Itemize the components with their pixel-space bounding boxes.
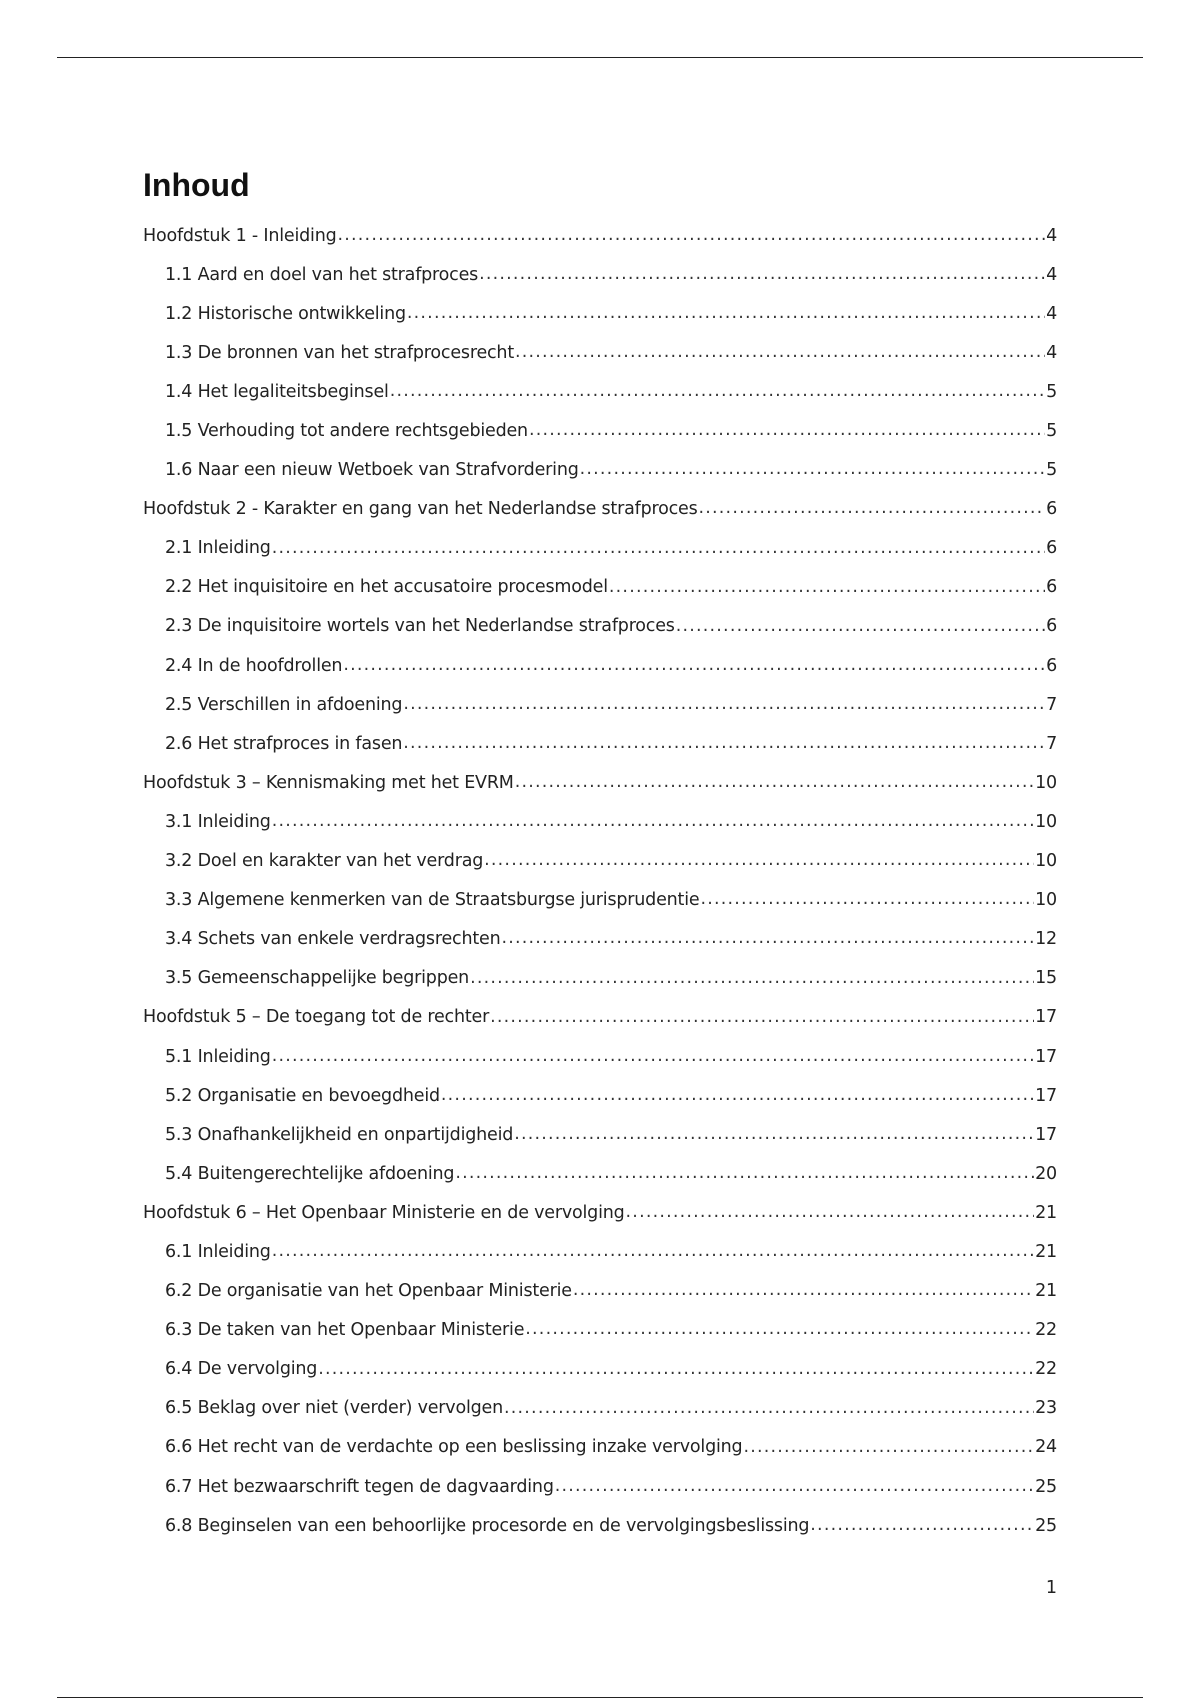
toc-entry-chapter[interactable] (143, 490, 1057, 529)
toc-entry-page-number: 6 (1046, 577, 1057, 598)
toc-dot-leader (479, 266, 1045, 284)
toc-entry-page-number: 6 (1046, 655, 1057, 676)
toc-entry-page-number: 17 (1035, 1007, 1057, 1028)
footer-rule (57, 1697, 1143, 1698)
toc-entry-section[interactable] (143, 1506, 1057, 1545)
toc-entry-section[interactable] (143, 881, 1057, 920)
toc-entry-page-number: 12 (1035, 929, 1057, 950)
toc-entry-section[interactable] (143, 685, 1057, 724)
toc-entry-label: 1.5 Verhouding tot andere rechtsgebieden (165, 421, 528, 442)
toc-dot-leader (504, 1400, 1034, 1418)
toc-entry-page-number: 6 (1046, 499, 1057, 520)
toc-entry-page-number: 5 (1046, 421, 1057, 442)
toc-entry-label: 2.6 Het strafproces in fasen (165, 733, 403, 754)
toc-entry-page-number: 20 (1035, 1163, 1057, 1184)
toc-entry-label: 3.4 Schets van enkele verdragsrechten (165, 929, 501, 950)
toc-entry-page-number: 21 (1035, 1202, 1057, 1223)
toc-dot-leader (515, 344, 1045, 362)
toc-entry-page-number: 5 (1046, 381, 1057, 402)
toc-entry-section[interactable] (143, 1272, 1057, 1311)
toc-entry-label: 6.2 De organisatie van het Openbaar Ministerie (165, 1281, 572, 1302)
toc-entry-label: 1.3 De bronnen van het strafprocesrecht (165, 342, 514, 363)
toc-dot-leader (272, 540, 1045, 558)
toc-entry-label: 6.4 De vervolging (165, 1359, 318, 1380)
toc-entry-section[interactable] (143, 1311, 1057, 1350)
toc-entry-page-number: 10 (1035, 890, 1057, 911)
toc-dot-leader (343, 657, 1045, 675)
toc-entry-label: 5.3 Onafhankelijkheid en onpartijdigheid (165, 1124, 514, 1145)
toc-entry-label: Hoofdstuk 6 – Het Openbaar Ministerie en de vervolging (143, 1202, 625, 1223)
toc-entry-page-number: 25 (1035, 1476, 1057, 1497)
toc-entry-label: 2.4 In de hoofdrollen (165, 655, 343, 676)
header-rule (57, 57, 1143, 58)
toc-entry-label: 2.2 Het inquisitoire en het accusatoire procesmodel (165, 577, 608, 598)
toc-entry-page-number: 10 (1035, 851, 1057, 872)
toc-dot-leader (514, 1126, 1034, 1144)
toc-entry-label: 6.7 Het bezwaarschrift tegen de dagvaarding (165, 1476, 554, 1497)
toc-entry-chapter[interactable] (143, 998, 1057, 1037)
toc-entry-section[interactable] (143, 372, 1057, 411)
toc-entry-section[interactable] (143, 1037, 1057, 1076)
toc-entry-label: Hoofdstuk 3 – Kennismaking met het EVRM (143, 772, 514, 793)
toc-entry-label: 1.6 Naar een nieuw Wetboek van Strafvordering (165, 460, 579, 481)
toc-dot-leader (501, 930, 1034, 948)
toc-entry-section[interactable] (143, 1232, 1057, 1271)
toc-dot-leader (403, 696, 1045, 714)
toc-entry-page-number: 7 (1046, 733, 1057, 754)
toc-entry-chapter[interactable] (143, 763, 1057, 802)
toc-entry-section[interactable] (143, 607, 1057, 646)
toc-dot-leader (700, 891, 1034, 909)
toc-entry-page-number: 6 (1046, 538, 1057, 559)
toc-dot-leader (573, 1282, 1034, 1300)
toc-entry-section[interactable] (143, 842, 1057, 881)
toc-entry-page-number: 25 (1035, 1515, 1057, 1536)
toc-dot-leader (626, 1204, 1035, 1222)
toc-dot-leader (484, 852, 1034, 870)
toc-entry-label: 6.1 Inleiding (165, 1241, 271, 1262)
toc-entry-page-number: 17 (1035, 1085, 1057, 1106)
toc-dot-leader (470, 970, 1034, 988)
toc-dot-leader (743, 1439, 1034, 1457)
toc-entry-label: 2.5 Verschillen in afdoening (165, 694, 403, 715)
toc-entry-section[interactable] (143, 1389, 1057, 1428)
toc-dot-leader (555, 1478, 1034, 1496)
toc-entry-label: 1.4 Het legaliteitsbeginsel (165, 381, 389, 402)
toc-dot-leader (272, 1048, 1034, 1066)
toc-entry-section[interactable] (143, 411, 1057, 450)
toc-entry-page-number: 4 (1046, 264, 1057, 285)
toc-entry-page-number: 22 (1035, 1320, 1057, 1341)
toc-dot-leader (318, 1361, 1034, 1379)
toc-dot-leader (580, 461, 1045, 479)
toc-entry-page-number: 5 (1046, 460, 1057, 481)
toc-entry-page-number: 24 (1035, 1437, 1057, 1458)
toc-dot-leader (338, 227, 1046, 245)
toc-entry-section[interactable] (143, 724, 1057, 763)
toc-entry-page-number: 22 (1035, 1359, 1057, 1380)
toc-entry-label: 6.8 Beginselen van een behoorlijke procesorde en de vervolgingsbeslissing (165, 1515, 810, 1536)
toc-entry-page-number: 10 (1035, 811, 1057, 832)
toc-entry-label: 6.5 Beklag over niet (verder) vervolgen (165, 1398, 503, 1419)
toc-entry-section[interactable] (143, 255, 1057, 294)
toc-entry-section[interactable] (143, 959, 1057, 998)
toc-entry-label: 6.6 Het recht van de verdachte op een beslissing inzake vervolging (165, 1437, 743, 1458)
toc-entry-section[interactable] (143, 802, 1057, 841)
toc-entry-section[interactable] (143, 1076, 1057, 1115)
toc-entry-section[interactable] (143, 568, 1057, 607)
toc-dot-leader (272, 1243, 1034, 1261)
toc-entry-section[interactable] (143, 294, 1057, 333)
toc-dot-leader (515, 774, 1034, 792)
toc-entry-label: 2.3 De inquisitoire wortels van het Nederlandse strafproces (165, 616, 675, 637)
toc-dot-leader (272, 813, 1034, 831)
toc-entry-page-number: 15 (1035, 968, 1057, 989)
toc-entry-section[interactable] (143, 333, 1057, 372)
toc-dot-leader (529, 422, 1045, 440)
toc-entry-section[interactable] (143, 920, 1057, 959)
toc-entry-section[interactable] (143, 1115, 1057, 1154)
table-of-contents (143, 216, 1057, 1545)
toc-dot-leader (455, 1165, 1034, 1183)
toc-entry-section[interactable] (143, 451, 1057, 490)
toc-entry-label: 1.2 Historische ontwikkeling (165, 303, 406, 324)
toc-entry-section[interactable] (143, 1428, 1057, 1467)
page-number: 1 (1045, 1578, 1057, 1598)
toc-dot-leader (390, 383, 1045, 401)
toc-entry-page-number: 17 (1035, 1046, 1057, 1067)
toc-title: Inhoud (143, 167, 250, 203)
toc-entry-label: 6.3 De taken van het Openbaar Ministerie (165, 1320, 525, 1341)
toc-entry-chapter[interactable] (143, 216, 1057, 255)
toc-entry-label: 3.2 Doel en karakter van het verdrag (165, 851, 484, 872)
toc-entry-page-number: 23 (1035, 1398, 1057, 1419)
toc-entry-page-number: 21 (1035, 1241, 1057, 1262)
toc-dot-leader (699, 500, 1046, 518)
toc-dot-leader (403, 735, 1045, 753)
toc-entry-label: 5.4 Buitengerechtelijke afdoening (165, 1163, 455, 1184)
toc-dot-leader (490, 1009, 1034, 1027)
toc-entry-page-number: 4 (1046, 342, 1057, 363)
toc-entry-page-number: 4 (1046, 303, 1057, 324)
toc-entry-section[interactable] (143, 1154, 1057, 1193)
toc-dot-leader (441, 1087, 1034, 1105)
toc-dot-leader (609, 579, 1045, 597)
toc-entry-section[interactable] (143, 1350, 1057, 1389)
toc-entry-label: 3.1 Inleiding (165, 811, 271, 832)
toc-entry-page-number: 6 (1046, 616, 1057, 637)
toc-entry-label: Hoofdstuk 2 - Karakter en gang van het Nederlandse strafproces (143, 499, 698, 520)
toc-entry-page-number: 17 (1035, 1124, 1057, 1145)
toc-entry-section[interactable] (143, 1467, 1057, 1506)
toc-entry-label: 3.3 Algemene kenmerken van de Straatsburgse jurisprudentie (165, 890, 700, 911)
toc-entry-page-number: 10 (1035, 772, 1057, 793)
toc-entry-page-number: 7 (1046, 694, 1057, 715)
toc-entry-page-number: 4 (1046, 225, 1057, 246)
toc-entry-label: Hoofdstuk 5 – De toegang tot de rechter (143, 1007, 490, 1028)
toc-entry-label: 5.2 Organisatie en bevoegdheid (165, 1085, 440, 1106)
toc-dot-leader (525, 1321, 1034, 1339)
toc-entry-label: 5.1 Inleiding (165, 1046, 271, 1067)
toc-entry-label: Hoofdstuk 1 - Inleiding (143, 225, 337, 246)
toc-entry-label: 2.1 Inleiding (165, 538, 271, 559)
toc-entry-label: 3.5 Gemeenschappelijke begrippen (165, 968, 470, 989)
toc-entry-chapter[interactable] (143, 1193, 1057, 1232)
toc-entry-label: 1.1 Aard en doel van het strafproces (165, 264, 479, 285)
toc-dot-leader (810, 1517, 1034, 1535)
toc-entry-page-number: 21 (1035, 1281, 1057, 1302)
toc-dot-leader (407, 305, 1045, 323)
toc-entry-section[interactable] (143, 529, 1057, 568)
toc-entry-section[interactable] (143, 646, 1057, 685)
toc-dot-leader (676, 618, 1045, 636)
